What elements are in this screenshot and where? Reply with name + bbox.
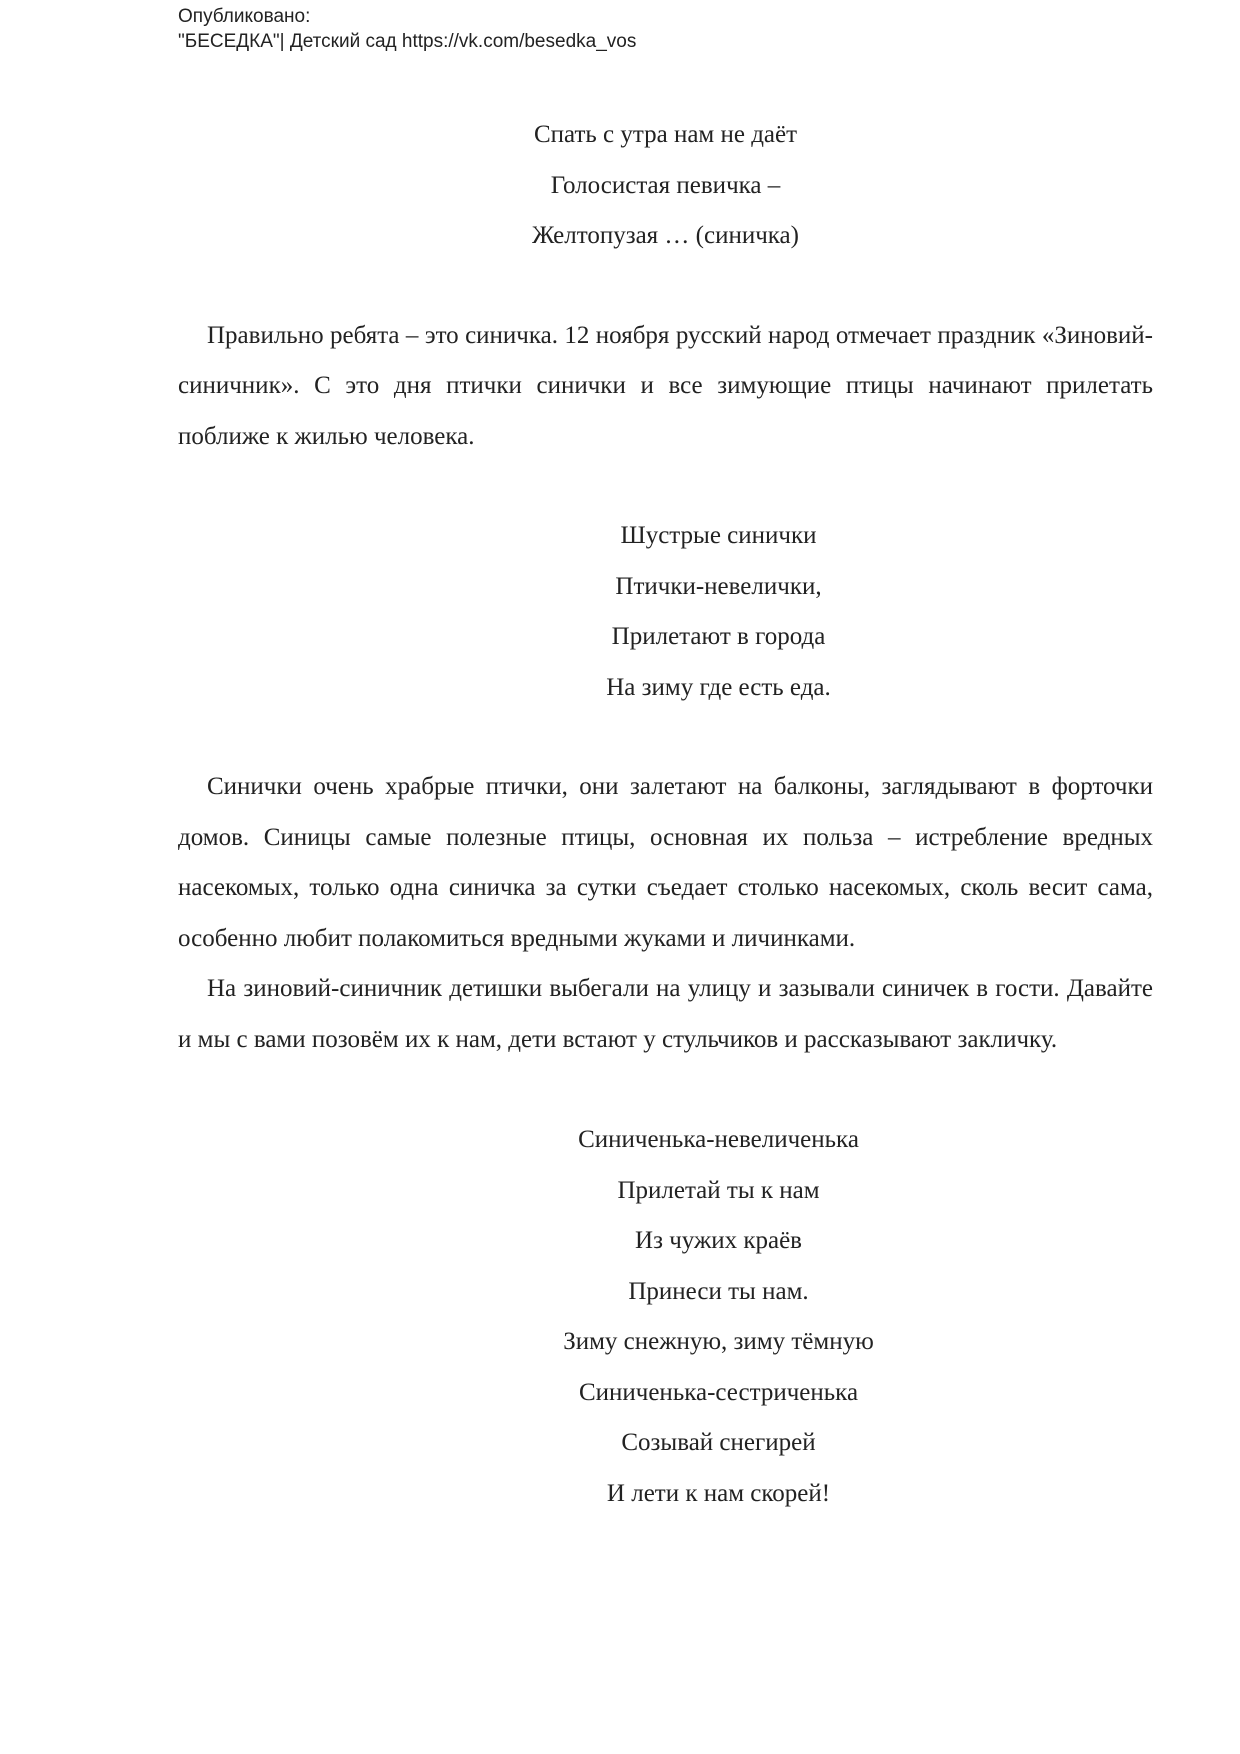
- riddle-poem: [178, 110, 1153, 262]
- riddle-line: Голосистая певичка –: [550, 171, 781, 199]
- riddle-line: Желтопузая … (синичка): [532, 222, 799, 249]
- poem-line: Прилетают в города: [611, 623, 826, 650]
- calling-poem: [286, 1115, 1151, 1519]
- source-line: "БЕСЕДКА"| Детский сад https://vk.com/besedka_vos: [178, 31, 637, 52]
- poem-line: Прилетай ты к нам: [617, 1176, 820, 1204]
- poem-line: Птички-невелички,: [615, 572, 822, 600]
- document-body: [178, 110, 1153, 1519]
- publication-header: [178, 4, 636, 54]
- titmouse-poem: [286, 511, 1151, 713]
- published-label: Опубликовано:: [178, 6, 311, 27]
- riddle-line: Спать с утра нам не даёт: [533, 121, 798, 148]
- paragraph-invitation: На зиновий-синичник детишки выбегали на улицу и зазывали синичек в гости. Давайте и мы с вами позовём их к нам, дети встают у стульчиков и рассказывают закличку.: [178, 975, 1153, 1053]
- poem-line: На зиму где есть еда.: [606, 673, 831, 701]
- poem-line: Синиченька-сестриченька: [578, 1378, 859, 1406]
- poem-line: И лети к нам скорей!: [606, 1479, 831, 1507]
- poem-line: Принеси ты нам.: [628, 1277, 809, 1305]
- poem-line: Синиченька-невеличенька: [578, 1126, 859, 1153]
- poem-line: Созывай снегирей: [621, 1429, 816, 1456]
- poem-line: Шустрые синички: [620, 522, 817, 549]
- paragraph-bravery: Синички очень храбрые птички, они залетают на балконы, заглядывают в форточки домов. Синицы самые полезные птицы, основная их польза – истребление вредных насекомых, только одна синичка за сутки съедает столько насекомых, сколь весит сама, особенно любит полакомиться вредными жуками и личинками.: [178, 773, 1153, 952]
- poem-line: Зиму снежную, зиму тёмную: [563, 1328, 874, 1355]
- paragraph-intro: Правильно ребята – это синичка. 12 ноября русский народ отмечает праздник «Зиновий-синичник». С это дня птички синички и все зимующие птицы начинают прилетать поближе к жилью человека.: [178, 321, 1153, 450]
- poem-line: Из чужих краёв: [635, 1227, 802, 1254]
